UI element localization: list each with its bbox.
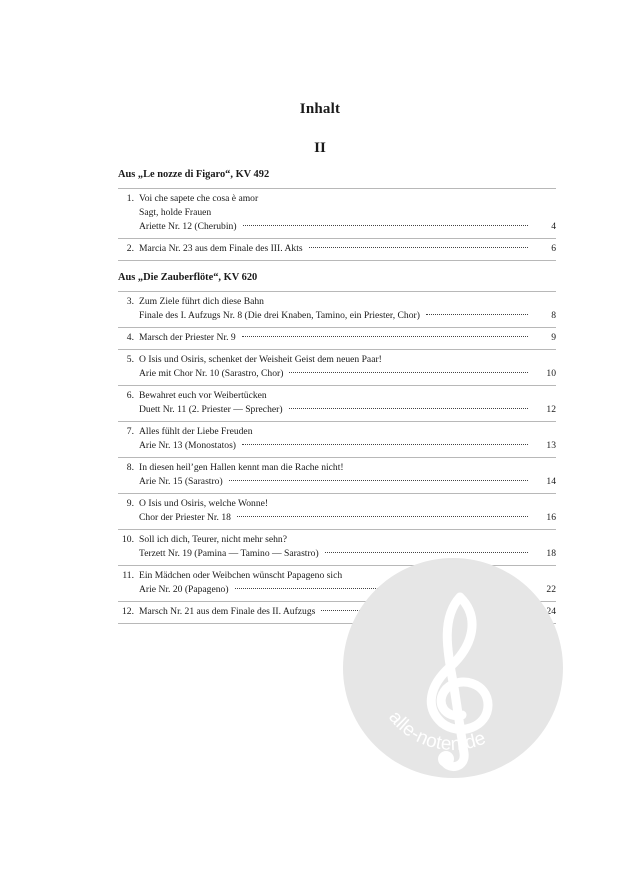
entry-body — [139, 389, 556, 417]
entry-description: Arie Nr. 13 (Monostatos) — [139, 440, 236, 451]
toc-entry — [118, 385, 556, 421]
entry-number: 9. — [126, 498, 134, 509]
entry-final-line — [139, 439, 556, 453]
dot-leader — [237, 515, 528, 517]
entry-number: 11. — [122, 570, 134, 581]
toc-entry — [118, 349, 556, 385]
entry-title-line: In diesen heil’gen Hallen kennt man die Rache nicht! — [139, 462, 344, 473]
entry-number: 5. — [126, 354, 134, 365]
page-number: 24 — [546, 606, 556, 617]
entry-number: 7. — [126, 426, 134, 437]
page-number: 18 — [546, 548, 556, 559]
entry-description: Arie Nr. 20 (Papageno) — [139, 584, 229, 595]
page-number: 22 — [546, 584, 556, 595]
entry-final-line — [139, 309, 556, 323]
entry-description: Terzett Nr. 19 (Pamina — Tamino — Sarastro) — [139, 548, 319, 559]
entry-final-line — [139, 403, 556, 417]
toc-entry — [118, 457, 556, 493]
toc-entry — [118, 493, 556, 529]
entry-number: 2. — [126, 243, 134, 254]
dot-leader — [229, 479, 528, 481]
entry-description: Marcia Nr. 23 aus dem Finale des III. Akts — [139, 243, 303, 254]
dot-leader — [325, 551, 528, 553]
page-number: 10 — [546, 368, 556, 379]
page-number: 8 — [551, 310, 556, 321]
entry-title-line: O Isis und Osiris, schenket der Weisheit Geist dem neuen Paar! — [139, 354, 382, 365]
dot-leader — [289, 407, 528, 409]
entry-body — [139, 353, 556, 381]
page-title: Inhalt — [299, 101, 341, 117]
treble-clef-icon — [342, 557, 564, 779]
page-number: 4 — [551, 221, 556, 232]
watermark — [342, 557, 564, 779]
dot-leader — [309, 246, 528, 248]
entry-final-line — [139, 367, 556, 381]
entry-body — [139, 425, 556, 453]
entry-title-line: O Isis und Osiris, welche Wonne! — [139, 498, 269, 509]
page-number: 12 — [546, 404, 556, 415]
section-title: Aus „Die Zauberflöte“, KV 620 — [118, 272, 258, 283]
entry-final-line — [139, 511, 556, 525]
entry-body — [139, 192, 556, 234]
toc-entry — [118, 188, 556, 238]
dot-leader — [242, 335, 528, 337]
toc-entry — [118, 238, 556, 261]
entry-number: 1. — [126, 193, 134, 204]
watermark-text: alle-noten.de — [384, 707, 489, 756]
dot-leader — [242, 443, 528, 445]
entry-body — [139, 331, 556, 345]
page-number: 6 — [551, 243, 556, 254]
entry-title-line: Bewahret euch vor Weibertücken — [139, 390, 267, 401]
entry-description: Arie Nr. 15 (Sarastro) — [139, 476, 223, 487]
page-number: 14 — [546, 476, 556, 487]
volume-number: II — [314, 140, 326, 156]
entry-description: Marsch Nr. 21 aus dem Finale des II. Aufzugs — [139, 606, 316, 617]
entry-number: 6. — [126, 390, 134, 401]
entry-body — [139, 295, 556, 323]
entry-number: 3. — [126, 296, 134, 307]
section-figaro — [118, 168, 556, 261]
entry-number: 10. — [122, 534, 134, 545]
page-number: 13 — [546, 440, 556, 451]
entry-description: Duett Nr. 11 (2. Priester — Sprecher) — [139, 404, 283, 415]
entry-title-line: Ein Mädchen oder Weibchen wünscht Papageno sich — [139, 570, 343, 581]
entry-title-line: Alles fühlt der Liebe Freuden — [139, 426, 253, 437]
entry-title-line: Soll ich dich, Teurer, nicht mehr sehn? — [139, 534, 287, 545]
entry-list — [118, 188, 556, 261]
entry-number: 4. — [126, 332, 134, 343]
dot-leader — [243, 224, 528, 226]
dot-leader — [426, 313, 528, 315]
entry-title-line: Zum Ziele führt dich diese Bahn — [139, 296, 264, 307]
entry-description: Finale des I. Aufzugs Nr. 8 (Die drei Knaben, Tamino, ein Priester, Chor) — [139, 310, 420, 321]
entry-body — [139, 242, 556, 256]
entry-body — [139, 497, 556, 525]
entry-description: Arie mit Chor Nr. 10 (Sarastro, Chor) — [139, 368, 284, 379]
entry-final-line — [139, 331, 556, 345]
toc-entry — [118, 291, 556, 327]
entry-description: Chor der Priester Nr. 18 — [139, 512, 231, 523]
dot-leader — [289, 371, 528, 373]
page-number: 9 — [551, 332, 556, 343]
entry-final-line — [139, 242, 556, 256]
toc-entry — [118, 421, 556, 457]
entry-final-line — [139, 475, 556, 489]
section-title: Aus „Le nozze di Figaro“, KV 492 — [118, 169, 270, 180]
toc-entry — [118, 327, 556, 349]
entry-description: Marsch der Priester Nr. 9 — [139, 332, 236, 343]
entry-number: 12. — [122, 606, 134, 617]
entry-final-line — [139, 220, 556, 234]
table-of-contents — [118, 168, 556, 624]
entry-title-line: Sagt, holde Frauen — [139, 207, 212, 218]
entry-title-line: Voi che sapete che cosa è amor — [139, 193, 259, 204]
entry-number: 8. — [126, 462, 134, 473]
page-number: 16 — [546, 512, 556, 523]
entry-body — [139, 461, 556, 489]
entry-description: Ariette Nr. 12 (Cherubin) — [139, 221, 237, 232]
